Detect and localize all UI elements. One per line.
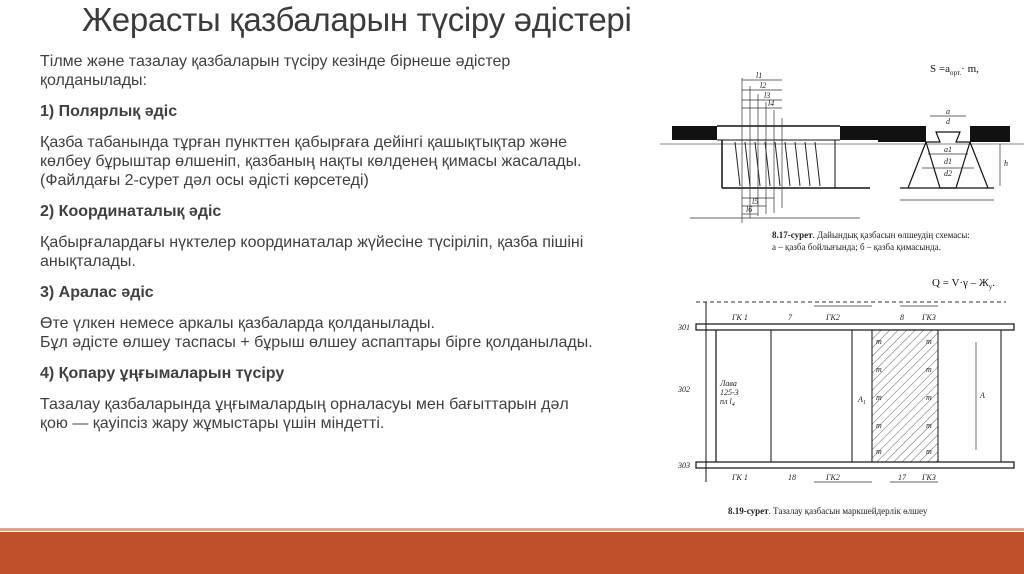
label-l3: l3 xyxy=(764,91,771,100)
svg-text:m: m xyxy=(926,393,932,402)
label-h: h xyxy=(1004,159,1008,168)
section-heading-polar: 1) Полярлық әдіс xyxy=(40,103,178,120)
bottom-18: 18 xyxy=(788,473,796,482)
top-gk3: ГК3 xyxy=(922,313,936,322)
slide-body xyxy=(40,52,600,445)
row-302: 302 xyxy=(678,385,690,394)
lava-seam: пл $l_4$ xyxy=(720,397,735,408)
svg-text:m: m xyxy=(876,393,882,402)
figure1-caption-sub: а – қазба бойлығында; б – қазба қимасында. xyxy=(772,242,941,252)
figure-stope-survey xyxy=(676,272,1024,522)
lava-label: Лава xyxy=(720,379,737,388)
bottom-17: 17 xyxy=(898,473,906,482)
row-301: 301 xyxy=(678,323,690,332)
top-gk2: ГК2 xyxy=(826,313,840,322)
top-8: 8 xyxy=(900,313,904,322)
label-a1: a1 xyxy=(944,145,952,154)
bottom-gk3: ГК3 xyxy=(922,473,936,482)
formula-q: $Q = V\cdot\gamma - Ж_у$. xyxy=(932,277,996,291)
section-text-coordinate xyxy=(40,233,600,271)
figure1-caption: 8.17-сурет. Дайындық қазбасын өлшеудің схемасы: xyxy=(772,230,970,240)
footer-bar xyxy=(0,532,1024,574)
formula-s: $S =a_{орт.}\cdot m$, xyxy=(930,63,979,77)
svg-text:m: m xyxy=(926,447,932,456)
page-title: Жерасты қазбаларын түсіру әдістері xyxy=(82,1,632,38)
label-d1: d1 xyxy=(944,157,952,166)
section-line: Бұл әдісте өлшеу таспасы + бұрыш өлшеу аспаптары бірге қолданылады. xyxy=(40,334,593,351)
svg-text:m: m xyxy=(876,421,882,430)
section-line: Өте үлкен немесе аркалы қазбаларда қолданылады. xyxy=(40,315,435,332)
section-line: Тазалау қазбаларында ұңғымалардың орналасуы мен бағыттарын дәл қою — қауіпсіз жару жұмыстары үшін міндетті. xyxy=(40,396,569,432)
section-heading-blastholes: 4) Қопару ұңғымаларын түсіру xyxy=(40,365,285,382)
svg-text:m: m xyxy=(926,337,932,346)
footer-accent-line xyxy=(0,528,1024,531)
label-l4: l4 xyxy=(768,99,775,108)
svg-text:m: m xyxy=(876,447,882,456)
intro-paragraph: Тілме және тазалау қазбаларын түсіру кезінде бірнеше әдістер қолданылады: xyxy=(40,53,511,89)
section-text-blastholes xyxy=(40,395,600,433)
svg-text:m: m xyxy=(876,337,882,346)
label-a: a xyxy=(946,107,950,116)
svg-text:m: m xyxy=(926,365,932,374)
section-text-mixed xyxy=(40,314,600,352)
figure-excavation-scheme xyxy=(660,58,1024,258)
section-heading-mixed: 3) Аралас әдіс xyxy=(40,284,154,301)
section-line: Қазба табанында тұрған пункттен қабырғаға дейінгі қашықтықтар және көлбеу бұрыштар өлшеніп, қазбаның нақты көлденең қимасы жасалады. xyxy=(40,134,582,170)
bottom-gk2: ГК2 xyxy=(826,473,840,482)
row-303: 303 xyxy=(678,461,690,470)
label-a1-dim: $A_1$ xyxy=(858,395,866,406)
svg-text:m: m xyxy=(926,421,932,430)
label-l6: l6 xyxy=(746,205,753,214)
label-l2: l2 xyxy=(760,81,767,90)
lava-number: 125-3 xyxy=(720,388,739,397)
figure2-caption: 8.19-сурет. Тазалау қазбасын маркшейдерлік өлшеу xyxy=(728,506,928,516)
label-l1: l1 xyxy=(756,71,763,80)
label-a-dim: A xyxy=(980,391,985,400)
bottom-gk1: ГК 1 xyxy=(732,473,748,482)
section-line: Қабырғалардағы нүктелер координаталар жүйесіне түсіріліп, қазба пішіні анықталады. xyxy=(40,234,584,270)
label-d: d xyxy=(946,117,950,126)
section-text-polar xyxy=(40,133,600,190)
top-7: 7 xyxy=(788,313,792,322)
top-gk1: ГК 1 xyxy=(732,313,748,322)
section-heading-coordinate: 2) Координаталық әдіс xyxy=(40,203,222,220)
section-line: (Файлдағы 2-сурет дәл осы әдісті көрсетеді) xyxy=(40,172,369,189)
label-d2: d2 xyxy=(944,169,952,178)
svg-text:m: m xyxy=(876,365,882,374)
label-l5: l5 xyxy=(752,197,759,206)
